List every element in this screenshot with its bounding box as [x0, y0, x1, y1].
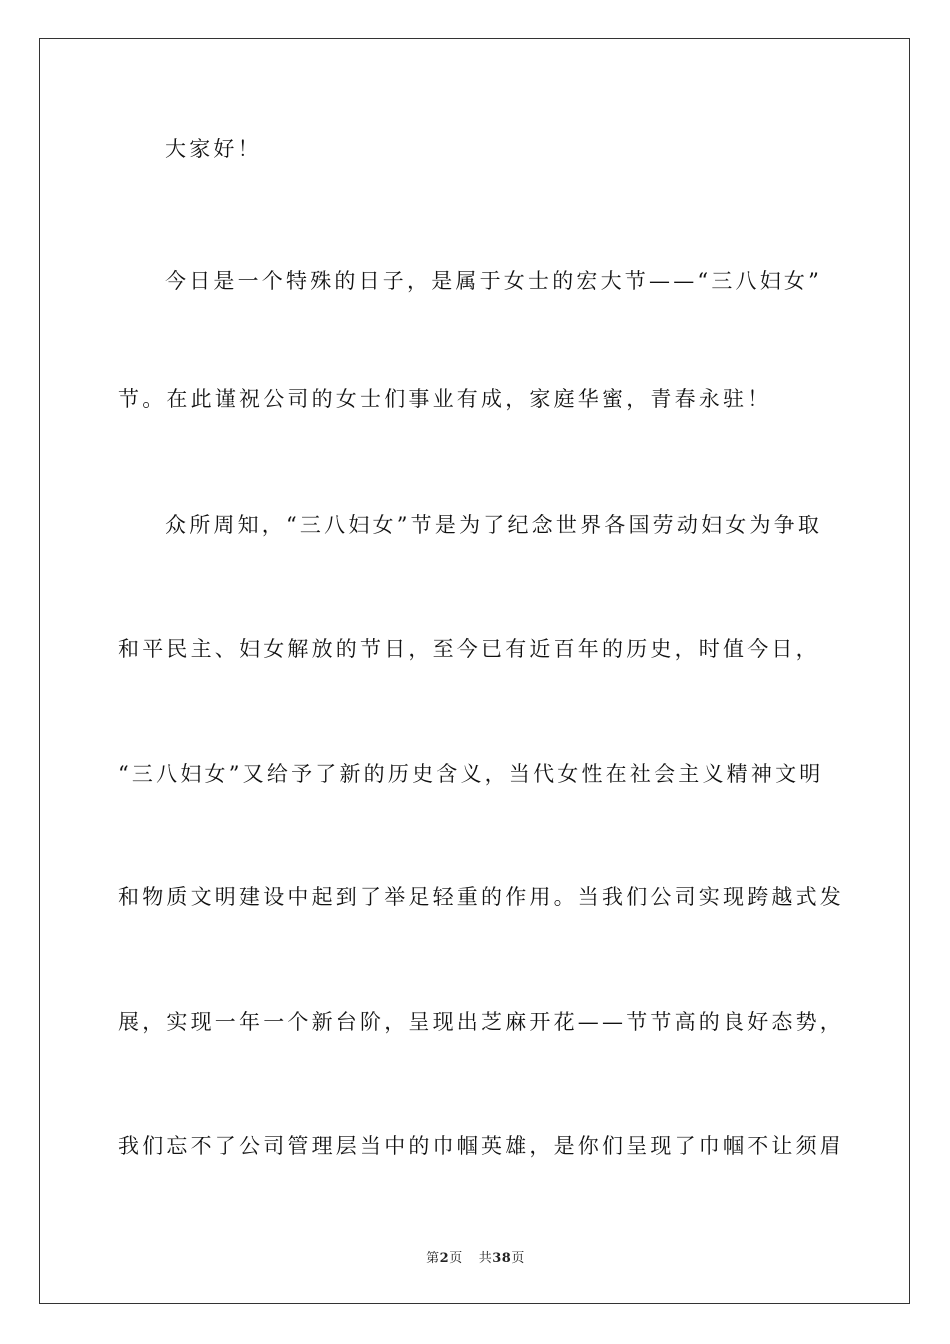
page-prefix: 第 [426, 1251, 440, 1266]
total-prefix: 共 [478, 1251, 493, 1266]
paragraph-line: 和平民主、妇女解放的节日，至今已有近百年的历史，时值今日， [118, 637, 820, 661]
paragraph-line: 和物质文明建设中起到了举足轻重的作用。当我们公司实现跨越式发 [118, 885, 844, 909]
paragraph-line: 节。在此谨祝公司的女士们事业有成，家庭华蜜，青春永驻！ [118, 387, 772, 411]
paragraph-line: 我们忘不了公司管理层当中的巾帼英雄，是你们呈现了巾帼不让须眉 [118, 1134, 844, 1158]
greeting-line: 大家好！ [165, 137, 262, 161]
paragraph-line: “三八妇女”又给予了新的历史含义，当代女性在社会主义精神文明 [118, 762, 824, 786]
page-number: 2 [439, 1251, 450, 1266]
total-pages: 38 [492, 1251, 512, 1266]
total-suffix: 页 [511, 1251, 525, 1266]
page-footer [40, 1247, 911, 1266]
paragraph-line: 今日是一个特殊的日子，是属于女士的宏大节——“三八妇女” [165, 269, 823, 293]
paragraph-line: 众所周知，“三八妇女”节是为了纪念世界各国劳动妇女为争取 [165, 513, 823, 537]
page-suffix: 页 [449, 1251, 463, 1266]
page-frame [39, 38, 910, 1304]
paragraph-line: 展，实现一年一个新台阶，呈现出芝麻开花——节节高的良好态势， [118, 1010, 844, 1034]
